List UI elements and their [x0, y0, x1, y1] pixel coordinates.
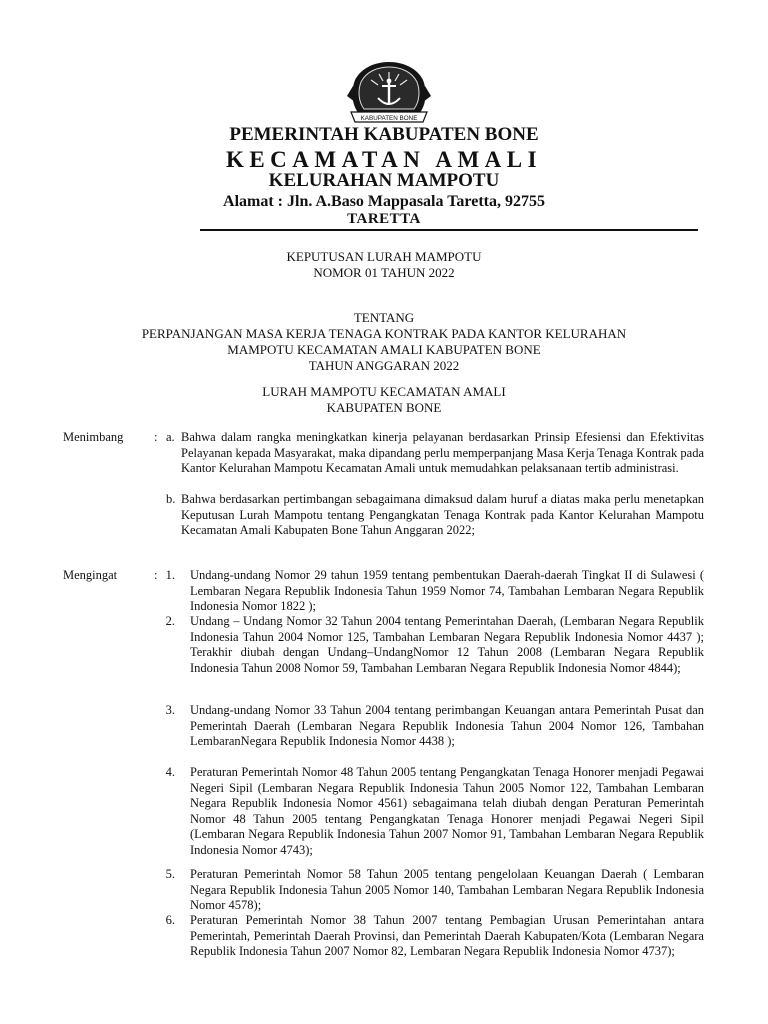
letterhead-divider [200, 229, 698, 231]
decree-subject [0, 310, 768, 374]
remembering-marker: 4. [165, 765, 175, 779]
considering-colon: : [154, 430, 158, 444]
subject-line: MAMPOTU KECAMATAN AMALI KABUPATEN BONE [227, 342, 541, 357]
considering-marker: b. [166, 492, 176, 506]
considering-item: Bahwa dalam rangka meningkatkan kinerja pelayanan berdasarkan Prinsip Efesiensi dan Efektivitas Pelayanan kepada Masyarakat, maka dipandang perlu memperpanjang Masa Kerja Tenaga Kontrak pada Kantor Kelurahan Mampotu Kecamatan Amali untuk memudahkan pelaksanaan tertib administrasi. [181, 430, 704, 475]
considering-item: Bahwa berdasarkan pertimbangan sebagaimana dimaksud dalam huruf a diatas maka perlu menetapkan Keputusan Lurah Mampotu tentang Pengangkatan Tenaga Kontrak pada Kantor Kelurahan Mampotu Kecamatan Amali Kabupaten Bone Tahun Anggaran 2022; [181, 492, 704, 537]
considering-label: Menimbang [63, 430, 124, 444]
remembering-item: Peraturan Pemerintah Nomor 48 Tahun 2005 tentang Pengangkatan Tenaga Honorer menjadi Pegawai Negeri Sipil (Lembaran Negara Republik Indonesia Tahun 2005 Nomor 122, Tambahan Lembaran Negara Republik Indonesia Nomor 4561) sebagaimana telah diubah dengan Peraturan Pemerintah Nomor 48 Tahun 2005 tentang Pengangkatan Tenaga Honorer menjadi Pegawai Negeri Sipil (Lembaran Negara Republik Indonesia Tahun 2007 Nomor 91, Tambahan Lembaran Negara Republik Indonesia Nomor 4743); [190, 765, 704, 857]
remembering-item: Peraturan Pemerintah Nomor 58 Tahun 2005 tentang pengelolaan Keuangan Daerah ( Lembaran Negara Republik Indonesia Tahun 2005 Nomor 140, Tambahan Lembaran Negara Republik Indonesia Nomor 4578); [190, 867, 704, 912]
remembering-colon: : [154, 568, 158, 582]
kabupaten-bone-emblem-icon [345, 60, 433, 124]
remembering-marker: 2. [165, 614, 175, 628]
remembering-marker: 6. [165, 913, 175, 927]
district-name: KECAMATAN AMALI [225, 147, 543, 172]
about-label: TENTANG [353, 310, 415, 325]
remembering-marker: 1. [165, 568, 175, 582]
issuer-line: KABUPATEN BONE [326, 400, 442, 415]
remembering-label: Mengingat [63, 568, 118, 582]
village-name: KELURAHAN MAMPOTU [268, 170, 500, 191]
remembering-item: Peraturan Pemerintah Nomor 38 Tahun 2007 tentang Pembagian Urusan Pemerintahan antara Pemerintah, Pemerintah Daerah Provinsi, dan Pemerintah Daerah Kabupaten/Kota (Lembaran Negara Republik Indonesia Tahun 2007 Nomor 82, Lembaran Negara Republik Indonesia Nomor 4737); [190, 913, 704, 958]
office-city: TARETTA [347, 211, 421, 227]
issuer-line: LURAH MAMPOTU KECAMATAN AMALI [262, 384, 506, 399]
emblem-ribbon-text: KABUPATEN BONE [360, 115, 418, 122]
decree-issuer [0, 384, 768, 416]
remembering-item: Undang – Undang Nomor 32 Tahun 2004 tentang Pemerintahan Daerah, (Lembaran Negara Republik Indonesia Tahun 2004 Nomor 125, Tambahan Lembaran Negara Republik Indonesia Nomor 4437 ); Terakhir diubah dengan Undang–UndangNomor 12 Tahun 2008 (Lembaran Negara Republik Indonesia Tahun 2008 Nomor 59, Tambahan Lembaran Negara Republik Indonesia Nomor 4844); [190, 614, 704, 675]
decree-title-line: KEPUTUSAN LURAH MAMPOTU [286, 249, 482, 264]
decree-title [0, 249, 768, 281]
considering-marker: a. [166, 430, 175, 444]
remembering-item: Undang-undang Nomor 29 tahun 1959 tentang pembentukan Daerah-daerah Tingkat II di Sulawesi ( Lembaran Negara Republik Indonesia Tahun 1959 Nomor 74, Tambahan Lembaran Negara Republik Indonesia Nomor 1822 ); [190, 568, 704, 613]
remembering-item: Undang-undang Nomor 33 Tahun 2004 tentang perimbangan Keuangan antara Pemerintah Pusat dan Pemerintah Daerah (Lembaran Negara Republik Indonesia Tahun 2004 Nomor 126, Tambahan LembaranNegara Republik Indonesia Nomor 4438 ); [190, 703, 704, 748]
government-name: PEMERINTAH KABUPATEN BONE [229, 124, 539, 145]
subject-line: TAHUN ANGGARAN 2022 [308, 358, 460, 373]
decree-number: NOMOR 01 TAHUN 2022 [313, 265, 455, 280]
office-address: Alamat : Jln. A.Baso Mappasala Taretta, 92755 [223, 193, 545, 210]
subject-line: PERPANJANGAN MASA KERJA TENAGA KONTRAK PADA KANTOR KELURAHAN [141, 326, 627, 341]
remembering-marker: 3. [165, 703, 175, 717]
remembering-marker: 5. [165, 867, 175, 881]
